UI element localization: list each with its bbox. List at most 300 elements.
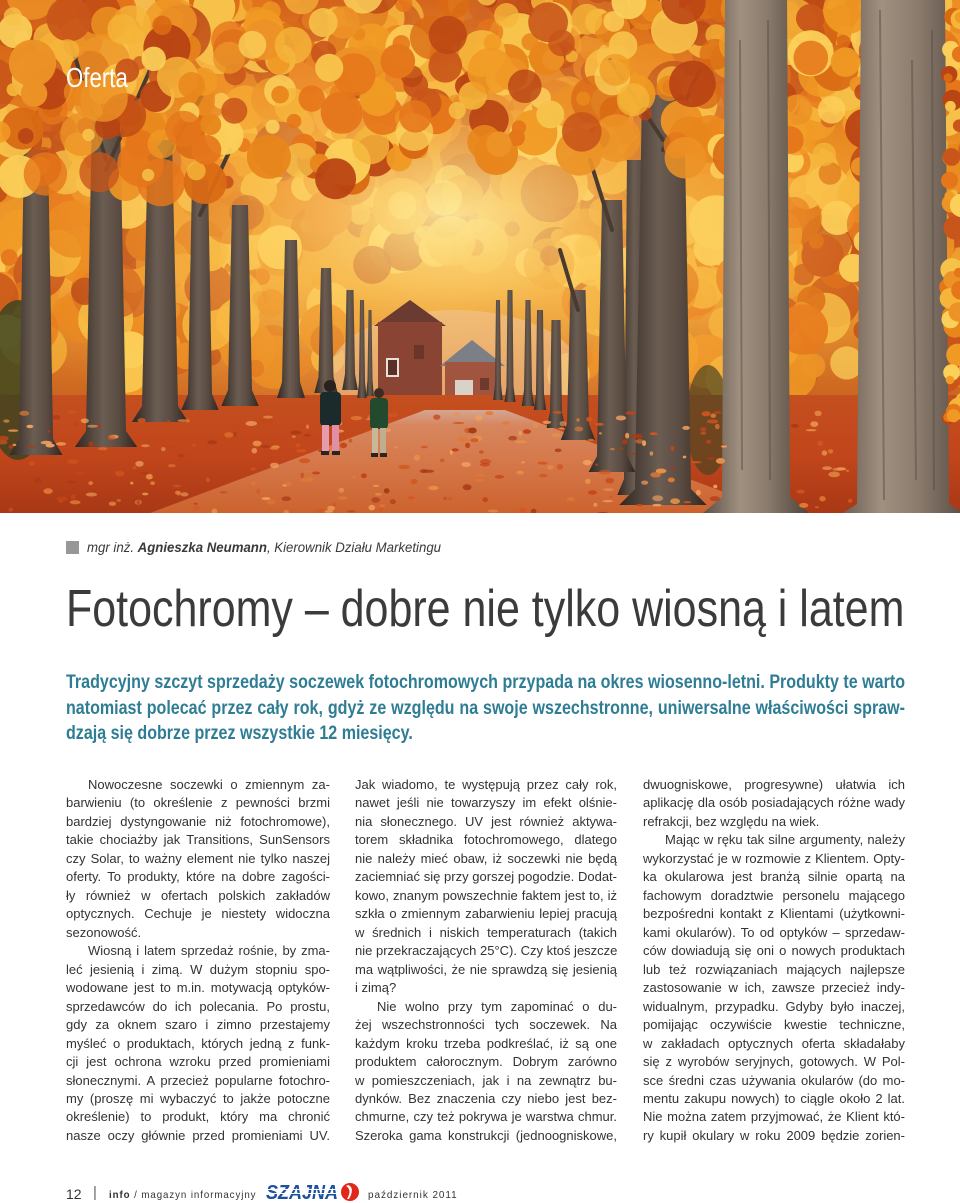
fallen-leaf	[713, 485, 717, 489]
fallen-leaf	[670, 498, 680, 504]
leaf-cluster	[247, 135, 291, 179]
fallen-leaf	[166, 420, 171, 425]
fallen-leaf	[34, 477, 41, 483]
body-text-line: ka okularowa jest branżą silnie opartą na	[643, 869, 905, 885]
fallen-leaf	[43, 488, 52, 494]
fallen-leaf	[631, 434, 643, 439]
body-text-line: ry kupił okulary w roku 2009 będzie zorien-	[643, 1127, 905, 1143]
publication-name	[109, 1189, 256, 1201]
fallen-leaf	[577, 418, 580, 421]
person-shoe	[380, 453, 387, 457]
paragraph	[355, 776, 617, 998]
fallen-leaf	[583, 460, 592, 465]
leaf-cluster	[266, 120, 280, 134]
fallen-leaf	[353, 476, 356, 479]
fallen-leaf	[234, 431, 237, 437]
lead-paragraph	[66, 670, 905, 747]
person-leg	[380, 428, 386, 455]
fallen-leaf	[603, 488, 614, 491]
fallen-leaf	[41, 441, 52, 445]
body-text-line: nie przekraczających 25°C). Czy ktoś jeszcze	[355, 943, 618, 959]
fallen-leaf	[710, 496, 720, 501]
body-text-line: dwuogniskowe, progresywne) ułatwia ich	[643, 777, 905, 792]
leaf-cluster	[82, 129, 94, 141]
leaf-cluster	[468, 48, 514, 94]
leaf-cluster	[165, 111, 201, 147]
building-window	[414, 345, 424, 359]
leaf-cluster	[943, 148, 960, 166]
fallen-leaf	[176, 491, 181, 496]
fallen-leaf	[626, 411, 636, 415]
leaf-cluster	[399, 100, 431, 132]
fallen-leaf	[306, 425, 309, 429]
fallen-leaf	[361, 473, 367, 478]
fallen-leaf	[682, 426, 690, 430]
fallen-leaf	[76, 471, 84, 475]
fallen-leaf	[146, 474, 153, 480]
fallen-leaf	[552, 433, 562, 437]
body-text-line: sce średni czas używania okularów (do mo-	[643, 1072, 905, 1088]
fallen-leaf	[428, 486, 439, 490]
leaf-cluster	[617, 83, 650, 116]
fallen-leaf	[711, 414, 717, 418]
body-text-line: Wiosną i latem sprzedaż rośnie, by zma-	[88, 943, 330, 959]
fallen-leaf	[642, 440, 646, 446]
leaf-cluster	[796, 4, 825, 33]
paragraph	[643, 776, 905, 831]
fallen-leaf	[610, 448, 615, 450]
fallen-leaf	[433, 415, 440, 420]
fallen-leaf	[260, 419, 272, 423]
fallen-leaf	[519, 508, 526, 513]
fallen-leaf	[453, 422, 465, 424]
lead-line: Tradycyjny szczyt sprzedaży soczewek fotochromowych przypada na okres wiosenno-letni. Produkty te warto	[66, 672, 905, 693]
leaf-cluster	[512, 120, 526, 134]
fallen-leaf	[602, 500, 613, 502]
issue-date: październik 2011	[368, 1189, 458, 1201]
fallen-leaf	[547, 465, 554, 469]
body-text-line: szkła o zmiennym zabarwieniu lepiej pracują	[355, 906, 617, 922]
fallen-leaf	[421, 446, 428, 448]
body-text-line: w pomieszczeniach, jak i na zewnątrz bu-	[355, 1072, 617, 1088]
leaf-cluster	[287, 114, 302, 129]
fallen-leaf	[828, 472, 840, 478]
fallen-leaf	[9, 508, 13, 512]
fallen-leaf	[46, 459, 53, 465]
fallen-leaf	[301, 473, 304, 479]
fallen-leaf	[414, 455, 420, 461]
fallen-leaf	[474, 479, 484, 482]
body-text-line: nasze oczy głównie przed promieniami UV.	[66, 1127, 330, 1143]
leaf-cluster	[299, 85, 325, 111]
fallen-leaf	[595, 464, 598, 466]
fallen-leaf	[375, 493, 382, 496]
fallen-leaf	[716, 458, 725, 464]
page-number: 12	[66, 1186, 82, 1202]
fallen-leaf	[81, 418, 89, 423]
fallen-leaf	[635, 440, 639, 443]
fallen-leaf	[461, 462, 471, 467]
fallen-leaf	[206, 478, 210, 483]
fallen-leaf	[267, 500, 276, 505]
leaf-cluster	[315, 54, 343, 82]
fallen-leaf	[3, 419, 9, 422]
fallen-leaf	[270, 447, 279, 450]
body-text-line: słonecznymi. A przecież popularne fotochro-	[66, 1072, 330, 1088]
fallen-leaf	[588, 439, 594, 441]
fallen-leaf	[684, 501, 692, 503]
fallen-leaf	[88, 481, 93, 485]
leaf-cluster	[7, 83, 20, 96]
leaf-cluster	[536, 101, 564, 129]
fallen-leaf	[340, 443, 347, 449]
fallen-leaf	[349, 439, 353, 443]
body-text-line: pomijając oczywiście kwestie techniczne,	[643, 1017, 905, 1033]
fallen-leaf	[290, 431, 301, 435]
fallen-leaf	[470, 438, 478, 442]
fallen-leaf	[263, 416, 273, 419]
fallen-leaf	[260, 445, 270, 448]
fallen-leaf	[21, 504, 25, 510]
leaf-cluster	[571, 4, 602, 35]
fallen-leaf	[98, 447, 108, 450]
body-text-line: optycznych. Cechuje je niestety widoczna	[66, 906, 330, 922]
fallen-leaf	[696, 490, 701, 496]
leaf-cluster	[271, 86, 289, 104]
fallen-leaf	[585, 479, 590, 484]
fallen-leaf	[622, 439, 628, 444]
fallen-leaf	[284, 482, 292, 486]
house-window	[480, 378, 489, 390]
person-jacket	[370, 398, 388, 429]
person-head	[324, 380, 336, 392]
fallen-leaf	[440, 459, 445, 463]
fallen-leaf	[26, 425, 33, 428]
fallen-leaf	[706, 457, 715, 460]
fallen-leaf	[495, 475, 504, 479]
footer-separator: |	[93, 1184, 97, 1201]
fallen-leaf	[848, 499, 853, 503]
fallen-leaf	[452, 448, 459, 451]
fallen-leaf	[296, 449, 307, 452]
fallen-leaf	[593, 503, 597, 507]
leaf-cluster	[812, 143, 836, 167]
body-text-line: kami okularów). To od optyków – sprzedaw-	[643, 924, 905, 940]
fallen-leaf	[316, 509, 326, 513]
fallen-leaf	[480, 463, 490, 467]
leaf-cluster	[508, 69, 542, 103]
leaf-cluster	[79, 152, 119, 192]
person-shoe	[321, 451, 329, 455]
body-text-line: oferty. To produkty, które na dobre zagości-	[66, 869, 330, 885]
leaf-cluster	[429, 16, 467, 54]
fallen-leaf	[650, 451, 654, 455]
fallen-leaf	[347, 510, 356, 512]
fallen-leaf	[398, 465, 410, 469]
fallen-leaf	[67, 481, 76, 484]
text-column-2	[355, 776, 617, 1145]
fallen-leaf	[671, 467, 675, 470]
fallen-leaf	[387, 412, 397, 417]
body-text-line: myśleć o produktach, których jedną z funk-	[66, 1035, 330, 1051]
fallen-leaf	[115, 471, 125, 477]
fallen-leaf	[791, 424, 799, 428]
leaf-cluster	[321, 92, 363, 134]
fallen-leaf	[55, 437, 61, 440]
fallen-leaf	[312, 472, 320, 475]
autumn-avenue-photo	[0, 0, 960, 513]
fallen-leaf	[130, 482, 133, 485]
fallen-leaf	[207, 440, 217, 444]
text-column-1	[66, 776, 330, 1145]
fallen-leaf	[8, 429, 19, 431]
fallen-leaf	[846, 470, 849, 472]
body-text-line: mentu zakupu nowych) to ciągle około 2 lat.	[643, 1090, 905, 1106]
fallen-leaf	[636, 504, 642, 507]
leaf-cluster	[18, 128, 34, 144]
fallen-leaf	[251, 467, 256, 470]
fallen-leaf	[172, 485, 181, 488]
leaf-cluster	[576, 92, 590, 106]
fallen-leaf	[193, 506, 199, 512]
fallen-leaf	[810, 421, 818, 427]
body-text-line: każdym kroku trzeba podkreślać, iż są one	[355, 1035, 617, 1051]
fallen-leaf	[270, 463, 279, 469]
fallen-leaf	[468, 428, 477, 434]
paragraph	[66, 942, 330, 1145]
body-text-line: fachowym doradztwie personelu mającego	[643, 887, 905, 903]
body-text-line: torem składnika fotochromowego, dlatego	[355, 832, 617, 848]
fallen-leaf	[109, 502, 116, 506]
leaf-cluster	[599, 54, 631, 86]
fallen-leaf	[533, 423, 539, 429]
body-text-line: wykorzystać je w rozmowie z Klientem. Opty-	[643, 850, 905, 866]
fallen-leaf	[822, 450, 828, 455]
body-text-line: lub też rozwiązaniach mających najlepsze	[643, 961, 905, 977]
person-shoe	[371, 453, 378, 457]
leaf-cluster	[486, 132, 511, 157]
fallen-leaf	[256, 489, 260, 494]
fallen-leaf	[181, 492, 189, 496]
leaf-cluster	[142, 169, 154, 181]
fallen-leaf	[161, 447, 165, 451]
fallen-leaf	[98, 423, 101, 428]
fallen-leaf	[253, 441, 262, 447]
leaf-cluster	[794, 41, 829, 76]
lead-line: dzają się dobrze przez wszystkie 12 miesięcy.	[66, 723, 413, 745]
publication-title: info	[109, 1189, 131, 1201]
fallen-leaf	[463, 484, 472, 490]
fallen-leaf	[631, 453, 636, 455]
fallen-leaf	[543, 421, 552, 424]
person-coat	[320, 392, 341, 426]
text-column-3	[643, 776, 905, 1145]
fallen-leaf	[519, 431, 522, 436]
fallen-leaf	[555, 411, 561, 414]
leaf-cluster	[9, 40, 56, 87]
building-window-pane	[388, 360, 397, 375]
fallen-leaf	[53, 415, 61, 420]
body-text-line: ły również w ofertach polskich zakładów	[66, 887, 330, 903]
fallen-leaf	[47, 430, 50, 433]
fallen-leaf	[282, 496, 292, 501]
fallen-leaf	[799, 503, 808, 508]
fallen-leaf	[650, 432, 658, 435]
fallen-leaf	[351, 416, 363, 420]
person-leg	[322, 425, 329, 453]
fallen-leaf	[517, 471, 524, 475]
paragraph	[643, 831, 905, 1145]
fallen-leaf	[192, 444, 196, 447]
fallen-leaf	[186, 419, 190, 423]
fallen-leaf	[56, 442, 66, 446]
article-title: Fotochromy – dobre nie tylko wiosną i latem	[66, 580, 905, 638]
body-text-line: ców dowiadują się oni o nowych produktach	[643, 943, 905, 959]
lead-line: natomiast polecać przez cały rok, gdyż ze względu na swoje wszechstronne, uniwersalne właściwości spraw-	[66, 697, 905, 719]
fallen-leaf	[339, 488, 345, 493]
fallen-leaf	[150, 481, 155, 485]
fallen-leaf	[246, 421, 258, 426]
author-title: mgr inż.	[87, 539, 135, 555]
fallen-leaf	[605, 478, 614, 484]
fallen-leaf	[488, 510, 499, 513]
body-text-line: Nowoczesne soczewki o zmiennym za-	[88, 777, 330, 792]
fallen-leaf	[169, 446, 176, 449]
fallen-leaf	[307, 477, 314, 482]
leaf-cluster	[381, 44, 416, 79]
fallen-leaf	[447, 497, 452, 501]
fallen-leaf	[616, 416, 626, 421]
body-text-line: produktem całorocznym. Dobrym zarówno	[355, 1054, 617, 1070]
fallen-leaf	[371, 497, 380, 503]
fallen-leaf	[714, 411, 722, 414]
person-shoe	[332, 451, 340, 455]
fallen-leaf	[706, 440, 711, 444]
fallen-leaf	[700, 427, 706, 432]
body-text-line: sprzedawców do ich polecania. Po prostu,	[66, 998, 330, 1014]
body-text-line: Mając w ręku tak silne argumenty, należy	[665, 832, 905, 848]
fallen-leaf	[136, 500, 140, 505]
body-text-line: kowo, znanym powszechnie faktem jest to, iż	[355, 887, 617, 903]
fallen-leaf	[26, 446, 35, 448]
fallen-leaf	[815, 506, 819, 508]
fallen-leaf	[168, 464, 176, 467]
fallen-leaf	[457, 437, 468, 442]
body-text-line: ma wątpliwości, że nie sprawdzą się jesienią	[355, 961, 617, 977]
person-leg	[372, 428, 378, 455]
fallen-leaf	[652, 495, 663, 501]
fallen-leaf	[806, 429, 817, 431]
fallen-leaf	[338, 496, 348, 499]
leaf-cluster	[239, 31, 267, 59]
body-text-line: w zakładach optycznych oferta składałaby	[643, 1035, 905, 1051]
body-text-line: się z wyrobów seryjnych, gotowych. W Pol-	[643, 1054, 905, 1070]
author-role: , Kierownik Działu Marketingu	[266, 539, 442, 555]
fallen-leaf	[815, 411, 822, 417]
leaf-cluster	[142, 47, 166, 71]
fallen-leaf	[9, 445, 14, 449]
fallen-leaf	[373, 485, 379, 487]
fallen-leaf	[138, 418, 146, 423]
fallen-leaf	[538, 462, 548, 465]
fallen-leaf	[299, 458, 310, 463]
fallen-leaf	[557, 464, 563, 470]
leaf-cluster	[831, 47, 861, 77]
fallen-leaf	[475, 415, 482, 421]
body-text-line: cji jest ochrona wzroku przed promieniami	[66, 1054, 330, 1070]
leaf-cluster	[669, 61, 716, 108]
fallen-leaf	[390, 499, 396, 504]
body-text-line: Nie można zatem przyjmować, że Klient któ-	[643, 1109, 905, 1125]
leaf-cluster	[449, 102, 466, 119]
fallen-leaf	[251, 481, 256, 485]
fallen-leaf	[29, 461, 34, 466]
author-line	[87, 539, 441, 555]
fallen-leaf	[224, 432, 233, 438]
fallen-leaf	[828, 449, 833, 453]
body-text-line: barwieniu (to określenie z pewności brzmi	[66, 795, 330, 811]
fallen-leaf	[89, 441, 94, 446]
fallen-leaf	[145, 463, 154, 468]
leaf-cluster	[221, 98, 247, 124]
body-text-line: określenie) to produkt, który ma chronić	[66, 1109, 330, 1125]
fallen-leaf	[618, 448, 625, 450]
fallen-leaf	[797, 490, 805, 494]
leaf-cluster	[528, 2, 568, 42]
fallen-leaf	[141, 444, 149, 447]
body-text-line: Jak wiadomo, te występują przez cały rok,	[355, 777, 617, 792]
fallen-leaf	[132, 466, 137, 469]
body-text-line: w średnich i niskich temperaturach (takich	[355, 924, 617, 940]
fallen-leaf	[13, 444, 17, 446]
author-name: Agnieszka Neumann	[137, 539, 267, 555]
fallen-leaf	[58, 505, 62, 507]
fallen-leaf	[379, 504, 385, 507]
fallen-leaf	[116, 499, 121, 502]
fallen-leaf	[539, 474, 548, 478]
leaf-cluster	[178, 72, 205, 99]
body-text-line: zastosowanie w ich, zawsze przecież indy-	[643, 980, 905, 996]
szajna-logo	[264, 1181, 360, 1203]
person-leg	[332, 425, 339, 453]
fallen-leaf	[408, 496, 415, 499]
fallen-leaf	[567, 497, 575, 501]
fallen-leaf	[650, 472, 661, 477]
fallen-leaf	[599, 432, 602, 434]
body-text-line: sezonowość.	[66, 924, 142, 940]
fallen-leaf	[327, 506, 335, 511]
fallen-leaf	[555, 449, 562, 453]
fallen-leaf	[135, 461, 143, 467]
fallen-leaf	[465, 443, 470, 449]
fallen-leaf	[70, 500, 81, 504]
fallen-leaf	[479, 450, 484, 453]
body-text-line: refrakcji, bez względu na wiek.	[643, 813, 820, 829]
fallen-leaf	[304, 434, 311, 437]
fallen-leaf	[700, 432, 706, 435]
fallen-leaf	[707, 419, 719, 423]
fallen-leaf	[74, 422, 79, 427]
fallen-leaf	[369, 505, 376, 511]
fallen-leaf	[108, 435, 115, 440]
fallen-leaf	[443, 497, 446, 501]
paragraph	[355, 998, 617, 1146]
leaf-cluster	[152, 16, 171, 35]
leaf-cluster	[494, 3, 519, 28]
fallen-leaf	[683, 456, 687, 459]
body-text-line: aplikację dla osób posiadających różne wady	[643, 795, 905, 811]
fallen-leaf	[453, 412, 460, 416]
